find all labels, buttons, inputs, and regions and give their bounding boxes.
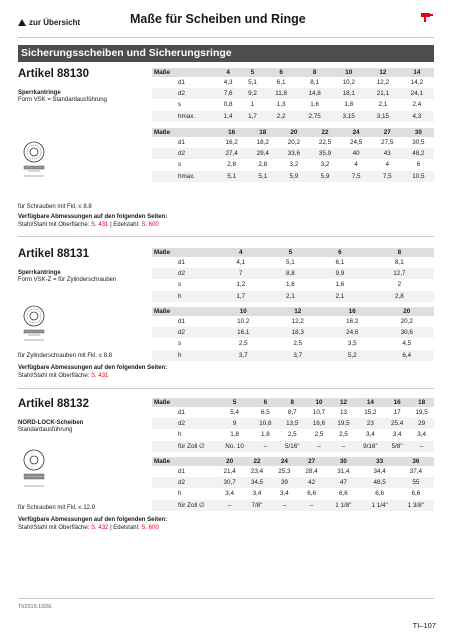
table-cell: 3,4 [225, 490, 235, 498]
header-cell: Maße [152, 307, 216, 316]
article-title: Artikel 88130 [18, 68, 89, 80]
table-cell: 3,4 [417, 431, 427, 439]
header-cell: Maße [152, 457, 216, 466]
table-cell: 13 [340, 409, 348, 417]
table-cell: 10,7 [312, 409, 326, 417]
table-cell: 35,9 [309, 148, 340, 159]
header-cell: 8 [365, 248, 434, 257]
header-cell: 14 [356, 398, 385, 407]
table-row [152, 429, 434, 440]
article-form: Form VSK = Standardausführung [18, 97, 107, 103]
table-cell: 31,4 [337, 468, 350, 476]
table-header-row [152, 68, 434, 77]
table-cell: – [331, 441, 356, 452]
table-row [152, 477, 434, 488]
table-row [152, 500, 434, 511]
table-cell: 43 [372, 148, 403, 159]
table-cell: 10,8 [253, 418, 278, 429]
table-cell: 2 [397, 281, 402, 289]
header-cell: 16 [216, 128, 247, 137]
row-label: h [152, 291, 216, 302]
row-label: d2 [152, 418, 216, 429]
header-cell: 4 [216, 68, 240, 77]
table-cell: 1,6 [310, 101, 319, 109]
table-row [152, 159, 434, 170]
table-cell: 3,4 [365, 431, 375, 439]
table-cell: 6,4 [380, 350, 435, 361]
table-row [152, 407, 434, 418]
table-cell: 3,7 [271, 350, 326, 361]
table-cell: 16,1 [216, 327, 271, 338]
table-cell: 25,3 [278, 468, 291, 476]
table-row [152, 338, 434, 349]
table-cell: 42 [298, 477, 325, 488]
table-cell: 23,4 [250, 468, 264, 476]
availability [18, 364, 167, 380]
dimension-table [152, 68, 434, 122]
page-link[interactable]: S. 431 [91, 222, 109, 228]
table-cell: 14,2 [410, 79, 424, 87]
table-cell: 39 [271, 477, 298, 488]
table-row [152, 316, 434, 327]
table-cell: 12,2 [291, 318, 304, 326]
table-cell: 9 [216, 418, 253, 429]
row-label: h [178, 490, 182, 498]
dimension-table [152, 398, 434, 452]
table-cell: 19,5 [415, 409, 428, 417]
table-cell: 27,5 [381, 139, 394, 147]
header-cell: 5 [266, 248, 316, 257]
table-cell: 11,8 [265, 88, 298, 99]
table-row [152, 279, 434, 290]
dimension-table [152, 128, 434, 182]
table-cell: 5,2 [325, 350, 380, 361]
table-cell: 20,2 [287, 139, 300, 147]
header-cell: 30 [403, 128, 434, 137]
table-row [152, 488, 434, 499]
table-cell: 5,9 [278, 171, 309, 182]
table-cell: 3,15 [366, 111, 400, 122]
table-row [152, 466, 434, 477]
table-cell: 2,5 [238, 340, 248, 348]
table-cell: 10,2 [237, 318, 250, 326]
page-header [18, 8, 434, 40]
article-title: Artikel 88132 [18, 398, 89, 410]
table-cell: 12,2 [376, 79, 389, 87]
header-cell: 5 [216, 398, 253, 407]
table-row [152, 137, 434, 148]
table-cell: 7/8" [243, 500, 270, 511]
availability-text: | Edelstahl: [108, 222, 142, 228]
dimension-table [152, 307, 434, 361]
table-cell: 7,5 [372, 171, 403, 182]
article-kind: NORD-LOCK-Scheiben [18, 420, 84, 426]
table-cell: 25,4 [385, 418, 410, 429]
row-label: d2 [152, 88, 216, 99]
table-header-row [152, 457, 434, 466]
table-cell: 18,3 [271, 327, 326, 338]
header-cell: 8 [298, 68, 332, 77]
table-cell: 9/16" [356, 441, 385, 452]
table-cell: 4,3 [400, 111, 434, 122]
table-cell: 6,1 [276, 79, 286, 87]
table-cell: 6,6 [339, 490, 348, 498]
table-row [152, 111, 434, 122]
table-cell: 6,6 [307, 490, 317, 498]
page-number: TI–107 [412, 621, 436, 630]
header-cell: 24 [341, 128, 372, 137]
row-label: d1 [178, 79, 186, 87]
table-cell: 16,2 [225, 139, 238, 147]
arrow-up-icon [18, 19, 26, 26]
table-row [152, 171, 434, 182]
table-row [152, 327, 434, 338]
table-cell: 3,5 [347, 340, 357, 348]
back-label: zur Übersicht [29, 18, 81, 27]
row-label: s [178, 161, 182, 169]
table-cell: 4,5 [402, 340, 412, 348]
table-cell: 5,1 [285, 259, 295, 267]
header-cell: 14 [400, 68, 434, 77]
table-cell: 55 [398, 477, 434, 488]
table-cell: 47 [325, 477, 361, 488]
table-cell: 5,9 [309, 171, 340, 182]
row-label: für Zoll ∅ [152, 500, 216, 511]
table-header-row [152, 128, 434, 137]
row-label: hmax. [152, 111, 216, 122]
table-cell: 19,5 [331, 418, 356, 429]
table-cell: 28,4 [305, 468, 318, 476]
article-block [18, 398, 148, 433]
row-label: s [178, 101, 182, 109]
table-cell: 4,3 [223, 79, 233, 87]
table-cell: 12,7 [365, 268, 434, 279]
header-cell: 16 [385, 398, 410, 407]
document-code: TI/2019.10DE [18, 604, 52, 610]
table-cell: 6,6 [375, 490, 384, 498]
table-cell: 5,1 [216, 171, 247, 182]
table-cell: 5,1 [248, 79, 257, 87]
availability-text: Stahl/Stahl mit Oberfläche: [18, 373, 92, 379]
header-cell: 6 [253, 398, 278, 407]
table-cell: 4,1 [236, 259, 246, 267]
washer-drawing [20, 448, 54, 493]
table-cell: 29 [409, 418, 434, 429]
availability-title: Verfügbare Abmessungen auf den folgenden Seiten: [18, 517, 168, 523]
divider [18, 388, 434, 389]
table-cell: 10,5 [403, 171, 434, 182]
table-cell: 5,4 [230, 409, 239, 417]
table-cell: 1 1/8" [325, 500, 361, 511]
table-cell: 1 1/4" [362, 500, 398, 511]
header-cell: 16 [325, 307, 380, 316]
table-cell: 1,8 [230, 431, 239, 439]
table-cell: 30,5 [412, 139, 425, 147]
table-cell: 30,6 [380, 327, 435, 338]
table-cell: 2,5 [287, 431, 297, 439]
dimension-table [152, 248, 434, 302]
table-cell: 34,5 [243, 477, 270, 488]
article-kind: Sperrkantringe [18, 90, 61, 96]
availability [18, 213, 167, 229]
table-cell: 2,1 [315, 291, 365, 302]
article-title: Artikel 88131 [18, 248, 89, 260]
row-label: d2 [152, 268, 216, 279]
table-cell: 48,5 [362, 477, 398, 488]
header-cell: Maße [152, 68, 216, 77]
header-cell: Maße [152, 248, 216, 257]
table-header-row [152, 398, 434, 407]
header-cell: 18 [409, 398, 434, 407]
table-cell: 3,2 [320, 161, 330, 169]
table-cell: 5,1 [247, 171, 278, 182]
row-label: h [152, 350, 216, 361]
table-cell: 20,2 [400, 318, 413, 326]
table-cell: 17 [393, 409, 401, 417]
page-link[interactable]: S. 432 [91, 525, 109, 531]
table-cell: – [298, 500, 325, 511]
table-row [152, 418, 434, 429]
header-cell: 30 [325, 457, 361, 466]
usage-note: für Schrauben mit Fkl. ≤ 8.8 [18, 204, 92, 210]
row-label: h [178, 431, 182, 439]
row-label: d1 [178, 468, 186, 476]
table-row [152, 88, 434, 99]
table-cell: 1,7 [240, 111, 264, 122]
table-cell: 16,2 [346, 318, 359, 326]
availability-text: Stahl/Stahl mit Oberfläche: [18, 525, 92, 531]
table-cell: 1,2 [236, 281, 246, 289]
header-cell: 27 [372, 128, 403, 137]
header-cell: 20 [380, 307, 435, 316]
table-row [152, 148, 434, 159]
table-cell: 15,2 [364, 409, 377, 417]
article-kind: Sperrkantringe [18, 270, 61, 276]
table-cell: – [253, 441, 278, 452]
table-cell: 37,4 [409, 468, 422, 476]
table-row [152, 350, 434, 361]
table-cell: 2,5 [339, 431, 348, 439]
header-cell: 6 [315, 248, 365, 257]
row-label: d1 [178, 259, 186, 267]
table-row [152, 268, 434, 279]
table-cell: 2,4 [412, 101, 422, 109]
hammer-icon [420, 12, 434, 22]
table-cell: 10,2 [342, 79, 355, 87]
table-cell: No. 10 [216, 441, 253, 452]
table-row [152, 257, 434, 268]
row-label: d1 [178, 409, 186, 417]
header-cell: 22 [309, 128, 340, 137]
table-cell: 2,5 [314, 431, 324, 439]
table-cell: 1,7 [216, 291, 266, 302]
row-label: s [178, 340, 182, 348]
table-row [152, 99, 434, 110]
row-label: s [178, 281, 182, 289]
table-cell: 9,2 [240, 88, 264, 99]
table-cell: 34,4 [373, 468, 386, 476]
row-label: d2 [152, 477, 216, 488]
header-cell: 33 [362, 457, 398, 466]
row-label: d1 [178, 318, 186, 326]
table-cell: 18,2 [256, 139, 269, 147]
table-cell: 48,2 [403, 148, 434, 159]
availability-text: | Edelstahl: [108, 525, 142, 531]
table-cell: 29,4 [247, 148, 278, 159]
divider [18, 598, 434, 599]
table-cell: – [216, 500, 243, 511]
table-cell: 1,4 [216, 111, 240, 122]
table-cell: 1,8 [344, 101, 354, 109]
table-cell: 27,4 [216, 148, 247, 159]
table-cell: 8,7 [287, 409, 297, 417]
table-cell: 4 [385, 161, 390, 169]
table-cell: 6,5 [261, 409, 270, 417]
table-cell: 2,1 [378, 101, 388, 109]
washer-drawing [20, 304, 54, 349]
header-cell: 10 [216, 307, 271, 316]
table-cell: 18,1 [332, 88, 366, 99]
table-cell: – [409, 441, 434, 452]
table-cell: 7,6 [216, 88, 240, 99]
row-label: d1 [178, 139, 186, 147]
table-cell: 2,8 [258, 161, 268, 169]
header-cell: 12 [271, 307, 326, 316]
table-cell: 22,5 [318, 139, 332, 147]
table-cell: 16,6 [307, 418, 332, 429]
header-cell: 27 [298, 457, 325, 466]
row-label: für Zoll ∅ [152, 441, 216, 452]
header-cell: 10 [307, 398, 332, 407]
table-cell: – [271, 500, 298, 511]
page-link[interactable]: S. 600 [141, 222, 159, 228]
table-cell: 23 [356, 418, 385, 429]
header-cell: Maße [152, 128, 216, 137]
article-form: Form VSK-Z = für Zylinderschrauben [18, 277, 117, 283]
table-cell: 6 [416, 161, 421, 169]
table-cell: 21,1 [366, 88, 400, 99]
row-label: hmax. [152, 171, 216, 182]
row-label: d2 [152, 148, 216, 159]
section-title: Sicherungsscheiben und Sicherungsringe [18, 45, 434, 62]
table-cell: 5/8" [385, 441, 410, 452]
table-cell: 3,4 [279, 490, 289, 498]
table-cell: 3,7 [216, 350, 271, 361]
article-block [18, 68, 148, 103]
usage-note: für Schrauben mit Fkl. ≤ 12.9 [18, 505, 95, 511]
table-cell: 40 [341, 148, 372, 159]
table-cell: 2,8 [227, 161, 236, 169]
table-cell: 3,2 [289, 161, 299, 169]
table-cell: 2,75 [298, 111, 332, 122]
header-cell: 36 [398, 457, 434, 466]
page-link[interactable]: S. 431 [91, 373, 109, 379]
table-cell: 1,6 [335, 281, 345, 289]
availability-title: Verfügbare Abmessungen auf den folgenden Seiten: [18, 214, 168, 220]
availability [18, 516, 167, 532]
availability-text: Stahl/Stahl mit Oberfläche: [18, 222, 92, 228]
table-cell: 2,8 [365, 291, 434, 302]
header-cell: 10 [332, 68, 366, 77]
header-cell: 5 [240, 68, 264, 77]
header-cell: 20 [216, 457, 243, 466]
header-cell: 12 [331, 398, 356, 407]
table-cell: 1,3 [276, 101, 286, 109]
table-cell: 21,4 [223, 468, 236, 476]
table-cell: 30,7 [216, 477, 243, 488]
page-link[interactable]: S. 600 [141, 525, 159, 531]
table-cell: 8,1 [394, 259, 404, 267]
back-to-overview-link[interactable] [18, 18, 80, 27]
table-cell: 9,9 [315, 268, 365, 279]
table-cell: 2,5 [293, 340, 303, 348]
header-cell: 12 [366, 68, 400, 77]
table-cell: 8,8 [266, 268, 316, 279]
header-cell: 6 [265, 68, 298, 77]
availability-title: Verfügbare Abmessungen auf den folgenden Seiten: [18, 365, 168, 371]
table-cell: 3,15 [332, 111, 366, 122]
table-cell: 6,6 [411, 490, 421, 498]
table-cell: 24,1 [400, 88, 434, 99]
table-header-row [152, 248, 434, 257]
washer-drawing [20, 140, 54, 185]
header-cell: 20 [278, 128, 309, 137]
usage-note: für Zylinderschrauben mit Fkl. ≤ 8.8 [18, 353, 112, 359]
header-cell: 4 [216, 248, 266, 257]
table-cell: 2,2 [265, 111, 298, 122]
table-cell: 3,4 [392, 431, 402, 439]
row-label: d2 [152, 327, 216, 338]
table-cell: 4 [354, 161, 358, 169]
table-cell: 3,4 [252, 490, 262, 498]
divider [18, 37, 434, 38]
table-row [152, 441, 434, 452]
article-block [18, 248, 148, 283]
table-cell: 1 [250, 101, 255, 109]
article-form: Standardausführung [18, 427, 73, 433]
table-row [152, 291, 434, 302]
header-cell: 8 [278, 398, 307, 407]
table-cell: 24,5 [350, 139, 363, 147]
divider [18, 236, 434, 237]
table-cell: 2,1 [266, 291, 316, 302]
table-cell: 6,1 [335, 259, 345, 267]
table-cell: – [307, 441, 332, 452]
header-cell: Maße [152, 398, 216, 407]
table-cell: 1 3/8" [398, 500, 434, 511]
table-cell: 0,8 [223, 101, 233, 109]
table-cell: 24,6 [325, 327, 380, 338]
table-row [152, 77, 434, 88]
table-cell: 7 [216, 268, 266, 279]
table-cell: 5/16" [278, 441, 307, 452]
table-cell: 14,8 [298, 88, 332, 99]
table-cell: 13,5 [278, 418, 307, 429]
table-cell: 1,8 [261, 431, 270, 439]
header-cell: 22 [243, 457, 270, 466]
page-title: Maße für Scheiben und Ringe [130, 12, 306, 26]
header-cell: 18 [247, 128, 278, 137]
table-cell: 8,1 [310, 79, 319, 87]
table-cell: 1,6 [285, 281, 295, 289]
header-cell: 24 [271, 457, 298, 466]
table-header-row [152, 307, 434, 316]
table-cell: 33,6 [278, 148, 309, 159]
dimension-table [152, 457, 434, 511]
table-cell: 7,5 [341, 171, 372, 182]
